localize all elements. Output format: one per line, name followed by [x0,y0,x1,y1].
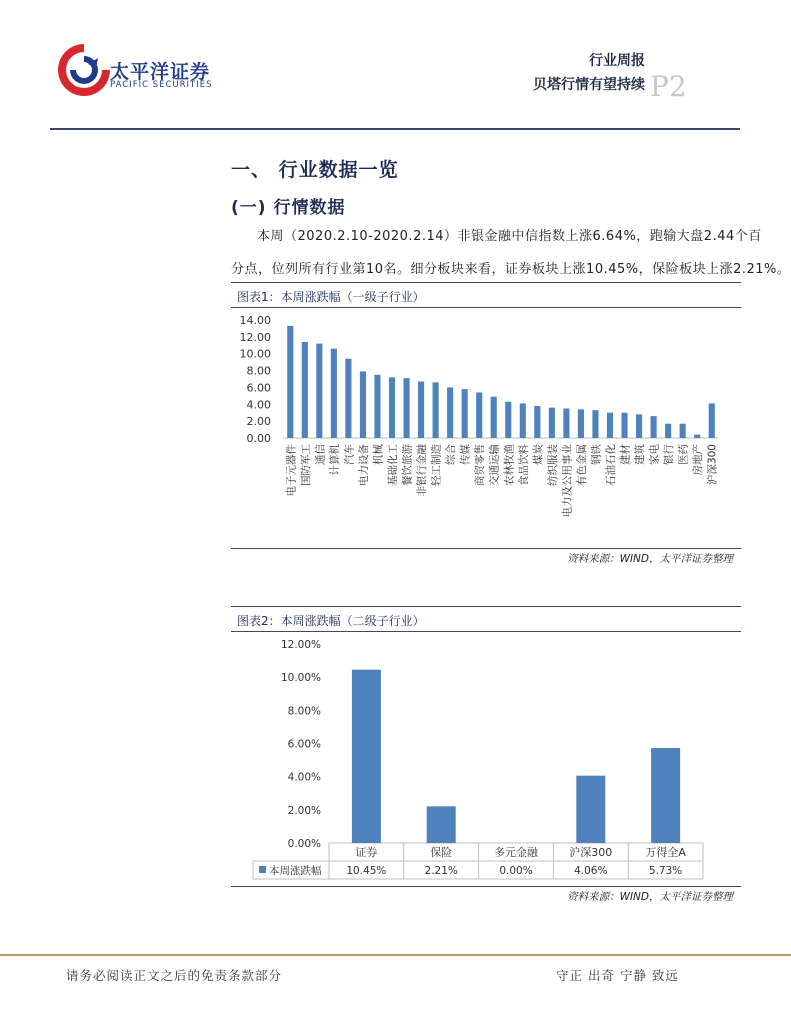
y-tick-label: 4.00 [246,398,271,412]
x-tick-label: 餐饮旅游 [401,444,414,486]
bar [651,416,657,438]
bar [433,382,439,438]
paragraph-line-2: 分点，位列所有行业第10名。细分板块来看，证券板块上涨10.45%，保险板块上涨2.21%。 [231,262,791,277]
figure1-title: 图表1：本周涨跌幅（一级子行业） [237,290,425,304]
data-label: 4.06% [574,865,608,877]
x-tick-label: 医药 [677,444,690,465]
y-tick-label: 8.00 [246,364,271,378]
bar [505,402,511,438]
bar [709,403,715,438]
legend-swatch [259,866,266,873]
bar [665,424,671,438]
bar [621,413,627,438]
bar [578,409,584,438]
x-tick-label: 多元金融 [494,846,538,859]
bar [680,424,686,438]
x-tick-label: 电力及公用事业 [561,444,574,518]
x-tick-label: 汽车 [343,444,356,465]
bar [427,806,456,843]
report-title: 贝塔行情有望持续 [533,77,645,93]
x-tick-label: 银行 [663,444,676,465]
data-label: 0.00% [499,865,533,877]
bar [694,435,700,438]
bar [447,387,453,438]
x-tick-label: 沪深300 [706,444,719,486]
section-heading: 一、 行业数据一览 [231,159,399,181]
y-tick-label: 12.00 [239,330,271,344]
x-tick-label: 农林牧渔 [503,444,516,486]
figure2-chart [231,634,741,884]
data-label: 10.45% [346,865,387,877]
x-tick-label: 电子元器件 [285,444,298,497]
bar [476,392,482,438]
footer-motto: 守正 出奇 宁静 致远 [556,968,679,983]
figure1-source: 资料来源：WIND，太平洋证券整理 [567,553,733,565]
y-tick-label: 0.00% [287,838,321,850]
x-tick-label: 通信 [314,444,327,465]
bar [389,377,395,438]
y-tick-label: 4.00% [287,771,321,784]
bar [651,748,680,843]
x-tick-label: 房地产 [692,444,705,476]
x-tick-label: 基础化工 [387,444,399,486]
x-tick-label: 沪深300 [569,846,613,859]
footer-divider [0,954,791,956]
y-tick-label: 14.00 [239,314,271,327]
x-tick-label: 食品饮料 [517,444,530,486]
bar [549,408,555,438]
y-tick-label: 12.00% [280,639,321,651]
header-divider [50,128,740,130]
y-tick-label: 6.00 [246,381,271,395]
x-tick-label: 证券 [355,846,378,859]
report-type: 行业周报 [589,53,645,69]
bar [592,410,598,438]
bar [352,670,381,843]
x-tick-label: 钢铁 [590,444,603,465]
figure2-top-rule [231,606,741,607]
figure1-chart [231,310,741,545]
figure2-title: 图表2：本周涨跌幅（二级子行业） [237,614,425,628]
figure2-title-rule [231,631,741,632]
figure2-bottom-rule [231,886,741,887]
x-tick-label: 交通运输 [488,444,501,486]
subsection-heading: (一) 行情数据 [231,198,346,218]
company-name-en: PACIFIC SECURITIES [110,80,213,90]
bar [636,414,642,438]
bar [331,349,337,438]
bar [534,406,540,438]
bar [607,413,613,438]
bar [345,359,351,438]
x-tick-label: 石油石化 [605,444,617,486]
x-tick-label: 建材 [619,444,632,465]
x-tick-label: 非银行金融 [416,444,429,497]
bar [563,409,569,439]
page-number: P2 [650,70,687,103]
bar [287,326,293,438]
bar [374,375,380,438]
y-tick-label: 6.00% [287,738,321,751]
bar [316,344,322,438]
bar [462,389,468,438]
figure2-source: 资料来源：WIND，太平洋证券整理 [567,891,733,903]
logo-mark-icon [54,40,114,100]
data-label: 5.73% [648,865,683,877]
y-tick-label: 2.00% [287,804,321,817]
x-tick-label: 机械 [372,444,385,465]
x-tick-label: 建筑 [634,444,647,465]
y-tick-label: 0.00 [246,432,271,445]
bar [576,776,605,843]
bar [491,397,497,438]
body-paragraph [231,220,791,286]
x-tick-label: 传媒 [459,444,472,465]
y-tick-label: 10.00% [280,672,321,685]
y-tick-label: 2.00 [246,415,271,429]
figure1-title-rule [231,307,741,308]
y-tick-label: 8.00% [287,705,321,718]
x-tick-label: 有色金属 [575,444,588,486]
company-name-cn: 太平洋证券 [110,61,211,83]
x-tick-label: 电力设备 [357,444,370,486]
x-tick-label: 纺织服装 [546,444,559,486]
bar [403,378,409,438]
x-tick-label: 煤炭 [532,444,545,465]
data-label: 2.21% [424,865,458,877]
x-tick-label: 国防军工 [299,444,312,486]
x-tick-label: 家电 [648,444,661,465]
x-tick-label: 轻工制造 [430,444,443,486]
y-tick-label: 10.00 [239,347,271,361]
company-logo [54,40,214,100]
bar [520,403,526,438]
bar [302,342,308,438]
x-tick-label: 保险 [430,846,453,859]
paragraph-line-1: 本周（2020.2.10-2020.2.14）非银金融中信指数上涨6.64%，跑输大盘2.44个百 [257,229,762,244]
figure1-top-rule [231,282,741,283]
x-tick-label: 万得全A [645,846,686,859]
x-tick-label: 商贸零售 [474,444,487,486]
bar [418,382,424,438]
bar [360,371,366,438]
x-tick-label: 计算机 [328,444,341,476]
x-tick-label: 综合 [445,444,458,465]
legend-label: 本周涨跌幅 [269,865,322,877]
figure1-bottom-rule [231,548,741,549]
footer-disclaimer: 请务必阅读正文之后的免责条款部分 [66,968,283,983]
